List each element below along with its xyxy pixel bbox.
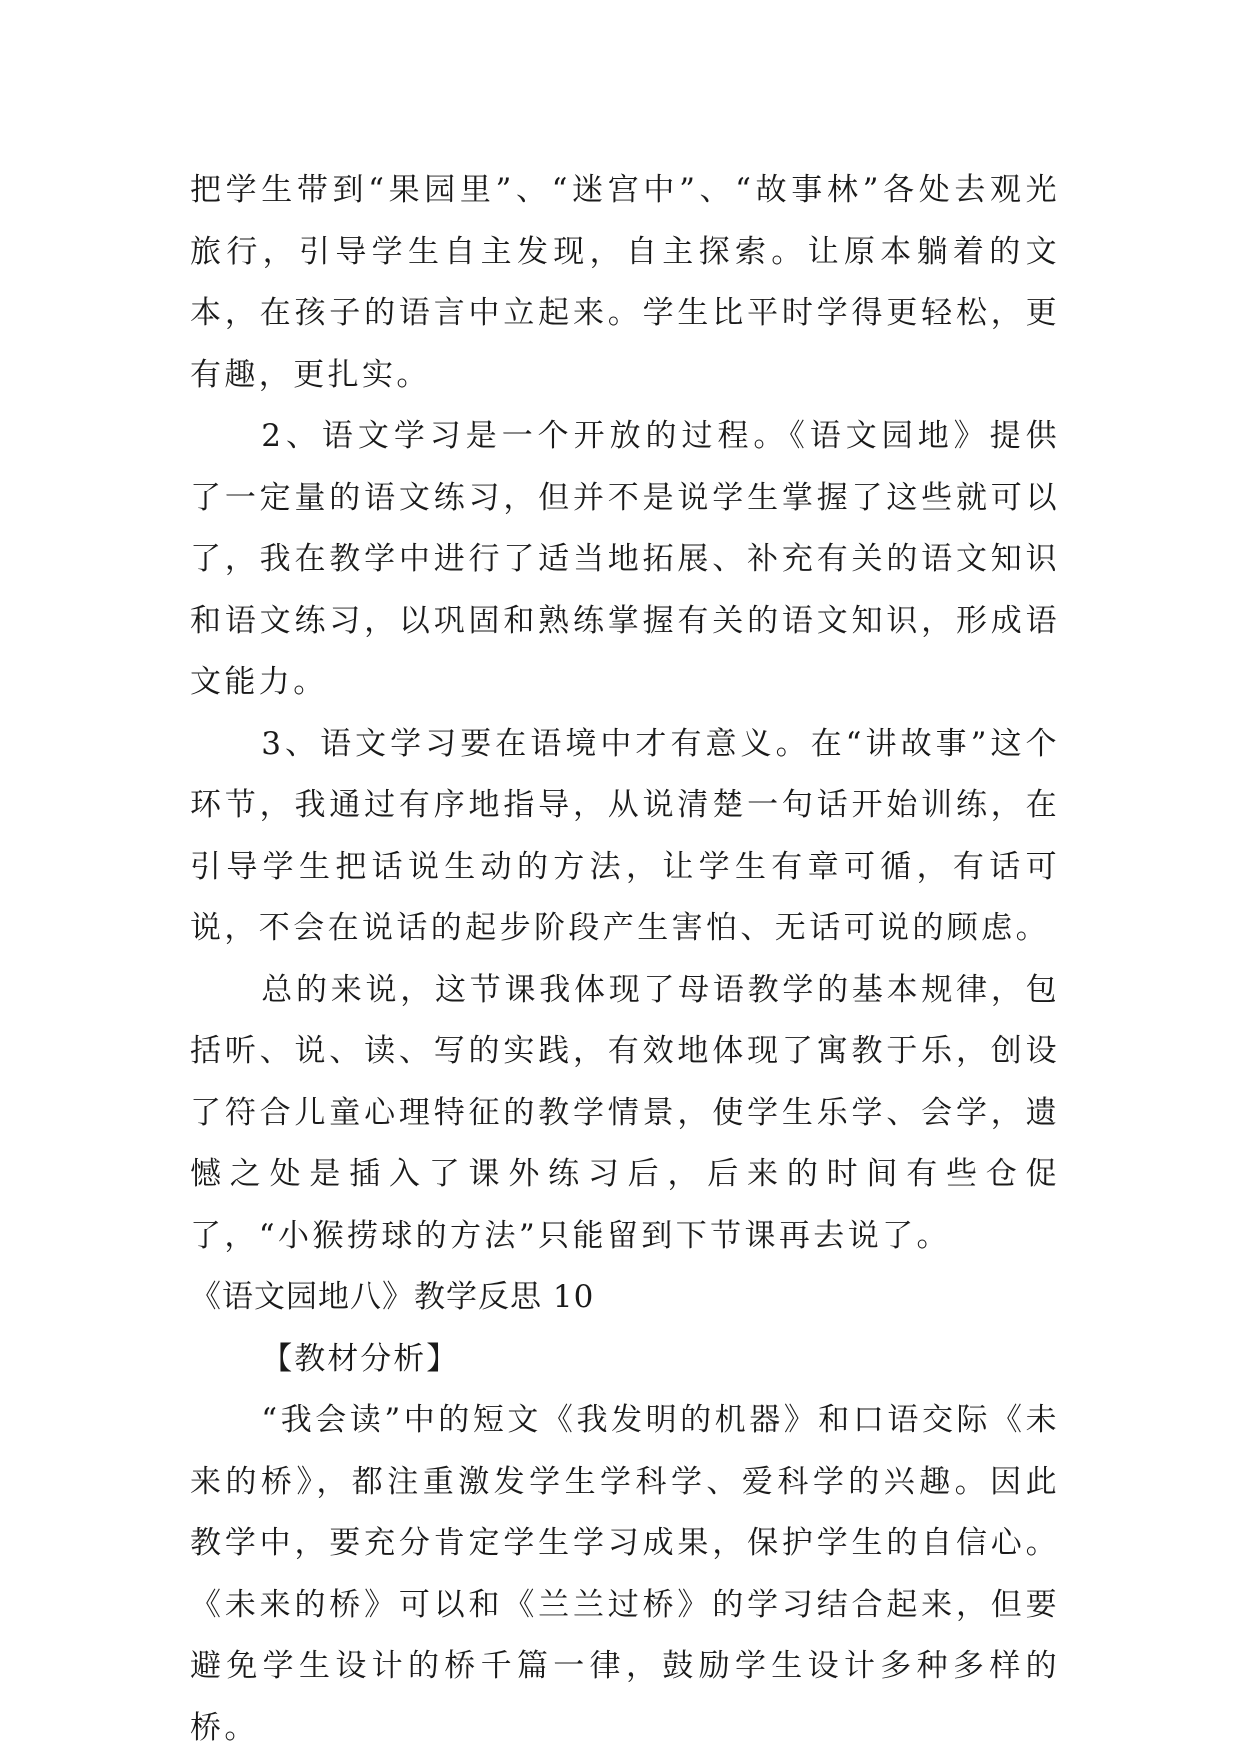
paragraph-summary: 总的来说，这节课我体现了母语教学的基本规律，包括听、说、读、写的实践，有效地体现了寓教于乐，创设了符合儿童心理特征的教学情景，使学生乐学、会学，遗憾之处是插入了课外练习后，后来的时间有些仓促了，“小猴捞球的方法”只能留到下节课再去说了。 xyxy=(190,971,1060,1254)
paragraph-point-3: 3、语文学习要在语境中才有意义。在“讲故事”这个环节，我通过有序地指导，从说清楚一句话开始训练，在引导学生把话说生动的方法，让学生有章可循，有话可说，不会在说话的起步阶段产生害怕、无话可说的顾虑。 xyxy=(190,725,1060,946)
paragraph-point-2: 2、语文学习是一个开放的过程。《语文园地》提供了一定量的语文练习，但并不是说学生掌握了这些就可以了，我在教学中进行了适当地拓展、补充有关的语文知识和语文练习，以巩固和熟练掌握有关的语文知识，形成语文能力。 xyxy=(190,418,1060,700)
paragraph-material-analysis: “我会读”中的短文《我发明的机器》和口语交际《未来的桥》，都注重激发学生学科学、爱科学的兴趣。因此教学中，要充分肯定学生学习成果，保护学生的自信心。《未来的桥》可以和《兰兰过桥》的学习结合起来，但要避免学生设计的桥千篇一律，鼓励学生设计多种多样的桥。 xyxy=(190,1402,1060,1746)
paragraph-continuation: 把学生带到“果园里”、“迷宫中”、“故事林”各处去观光旅行，引导学生自主发现，自主探索。让原本躺着的文本，在孩子的语言中立起来。学生比平时学得更轻松，更有趣，更扎实。 xyxy=(190,172,1060,393)
document-body xyxy=(190,160,1060,1759)
section-title: 《语文园地八》教学反思 10 xyxy=(190,1279,595,1315)
section-subheading: 【教材分析】 xyxy=(261,1340,460,1377)
